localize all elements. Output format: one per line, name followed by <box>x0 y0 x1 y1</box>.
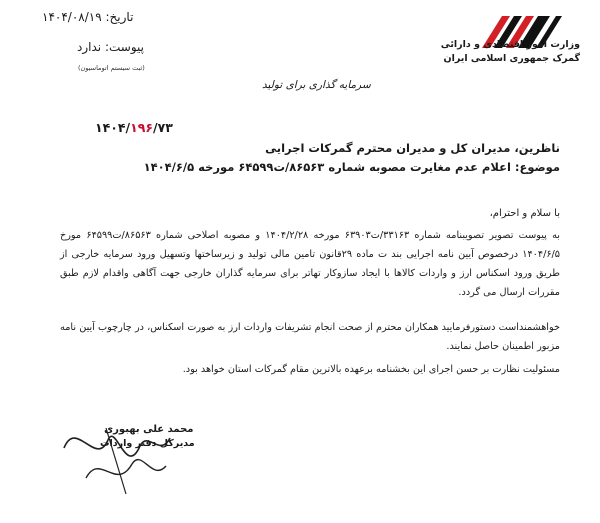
date-value: ۱۴۰۴/۰۸/۱۹ <box>42 10 102 24</box>
letter-number-end: ۷۳ <box>157 120 173 135</box>
ministry-block <box>441 38 580 66</box>
attachment-label: پیوست: <box>104 40 144 54</box>
body-paragraph-2: خواهشمنداست دستورفرمایید همکاران محترم از صحت انجام تشریفات واردات ارز به صورت اسکناس، در چارچوب آیین نامه مزبور اطمینان حاصل نمایند. <box>60 322 560 352</box>
body-paragraph-1: به پیوست تصویر تصویبنامه شماره ۳۳۱۶۳/ت۶۳۹۰۳ مورخه ۱۴۰۴/۲/۲۸ و مصوبه اصلاحی شماره ۸۶۵۶۳/ت۶۴۵۹۹ مورخ ۱۴۰۴/۶/۵ درخصوص آیین نامه اجرایی بند ت ماده ۲۹قانون تامین مالی تولید و زیرساختها وتسهیل ورود سرمایه خارجی از طریق ورود اسکناس ارز و واردات کالاها با ایجاد سازوکار تهاتر برای سرمایه گذاران خارجی جهت آگاهی واقدام لازم طبق مقررات ارسال می گردد. <box>60 230 560 298</box>
date-line <box>42 10 133 24</box>
letter-number: ۱۴۰۴/۱۹۶/۷۳ <box>95 120 173 135</box>
greeting: با سلام و احترام، <box>489 208 560 219</box>
ministry-name: وزارت امور اقتصادی و دارائی <box>440 39 580 50</box>
system-note: (ثبت سیستم اتوماسیون) <box>78 64 145 72</box>
handwritten-signature-icon <box>56 408 176 498</box>
date-label: تاریخ: <box>105 10 134 24</box>
signatory-name: محمد علی بهبوری <box>104 424 194 435</box>
customs-name: گمرک جمهوری اسلامی ایران <box>443 53 580 64</box>
letter-number-year: ۱۴۰۴ <box>95 120 126 135</box>
attachment-line <box>77 40 144 54</box>
subject: موضوع: اعلام عدم مغایرت مصوبه شماره ۸۶۵۶۳/ت۶۴۵۹۹ مورخه ۱۴۰۴/۶/۵ <box>143 160 560 174</box>
body-paragraph-3: مسئولیت نظارت بر حسن اجرای این بخشنامه برعهده بالاترین مقام گمرکات استان خواهد بود. <box>182 364 560 375</box>
recipients: ناظرین، مدیران کل و مدیران محترم گمرکات اجرایی <box>265 141 560 155</box>
signatory-title: مدیرکل دفتر واردات <box>100 438 195 449</box>
letter-heading: سرمایه گذاری برای تولید <box>262 79 371 91</box>
letter-number-mid: ۱۹۶ <box>130 120 153 135</box>
attachment-value: ندارد <box>77 40 102 54</box>
